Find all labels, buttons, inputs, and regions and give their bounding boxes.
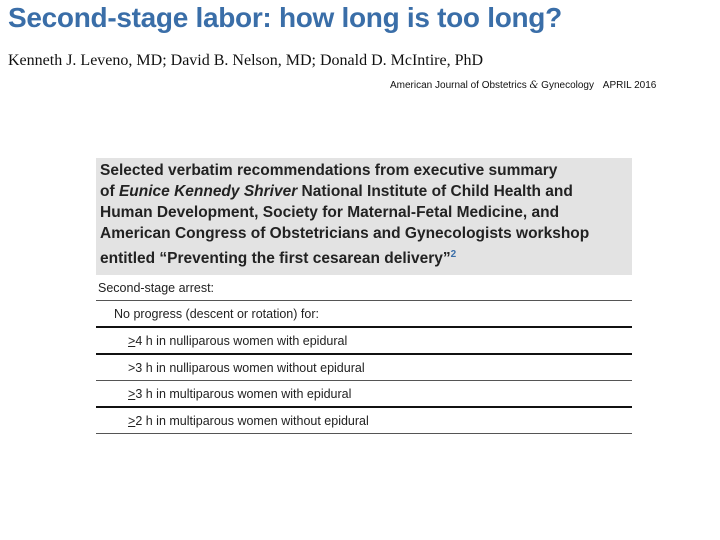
reference-superscript: 2 <box>450 249 457 260</box>
table-row <box>96 355 632 381</box>
row-text: 4 h in nulliparous women with epidural <box>135 334 348 349</box>
header-line: American Congress of Obstetricians and Gynecologists workshop <box>100 225 590 242</box>
header-line <box>100 244 626 269</box>
row-text: 2 h in multiparous women without epidural <box>135 414 369 429</box>
table-header <box>96 158 632 275</box>
table-row <box>96 275 632 301</box>
journal-name-part1: American Journal of Obstetrics <box>390 80 527 91</box>
header-line: Selected verbatim recommendations from executive summary <box>100 162 558 179</box>
header-line: Human Development, Society for Maternal-Fetal Medicine, and <box>100 204 560 221</box>
header-text: entitled “Preventing the first cesarean delivery” <box>100 250 451 268</box>
row-text: >3 h in nulliparous women without epidural <box>128 361 365 376</box>
ge-symbol: > <box>128 414 136 429</box>
header-italic-name: Eunice Kennedy Shriver <box>118 183 298 200</box>
journal-citation <box>390 80 656 91</box>
slide-title: Second-stage labor: how long is too long? <box>8 2 562 33</box>
journal-name-part2: Gynecology <box>538 80 594 91</box>
ge-symbol: > <box>128 387 136 402</box>
recommendations-table <box>96 158 632 434</box>
author-list: Kenneth J. Leveno, MD; David B. Nelson, MD; Donald D. McIntire, PhD <box>8 52 484 69</box>
table-row <box>96 328 632 355</box>
header-text: National Institute of Child Health and <box>297 183 573 200</box>
row-text: No progress (descent or rotation) for: <box>114 307 319 322</box>
table-row <box>96 381 632 408</box>
table-row <box>96 301 632 328</box>
table-row <box>96 408 632 434</box>
header-text: of <box>100 183 119 200</box>
row-text: Second-stage arrest: <box>98 281 215 296</box>
row-text: 3 h in multiparous women with epidural <box>135 387 352 402</box>
header-line <box>100 181 626 202</box>
journal-ampersand: & <box>529 80 539 91</box>
journal-date: APRIL 2016 <box>602 80 657 91</box>
ge-symbol: > <box>128 334 136 349</box>
